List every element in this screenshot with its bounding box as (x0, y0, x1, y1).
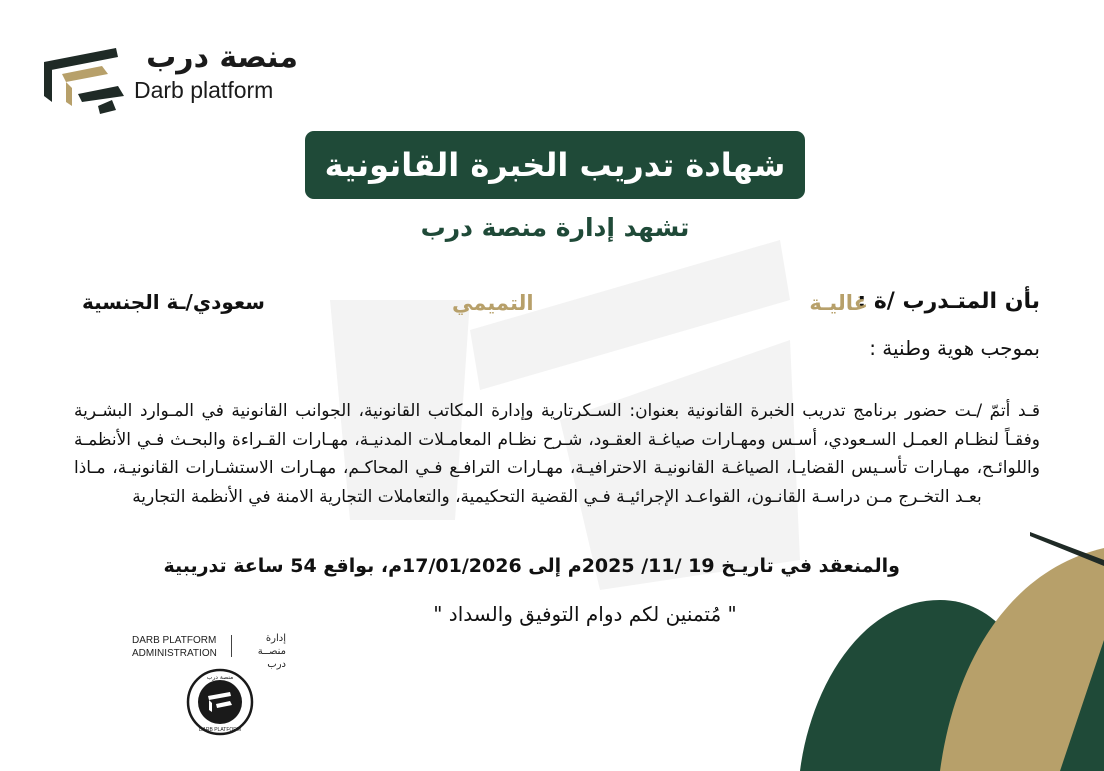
brand-logo-mark (38, 44, 130, 114)
certificate-subtitle: تشهد إدارة منصة درب (420, 213, 690, 242)
stamp-arabic-text: منصة درب (206, 674, 234, 681)
certificate-title-badge (305, 131, 805, 199)
trainee-first-name: غاليـة (809, 291, 868, 315)
closing-wishes: " مُتمنين لكم دوام التوفيق والسداد " (433, 602, 737, 626)
brand-name-english: Darb platform (134, 77, 274, 103)
official-stamp (186, 668, 254, 736)
program-dates: والمنعقد في تاريـخ 19 /11/ 2025م إلى 17/01/2026م، بواقع 54 ساعة تدريبية (163, 555, 900, 577)
accent-line (1030, 532, 1104, 566)
trainee-nationality: سعودي/ـة الجنسية (82, 290, 265, 314)
certificate-title: شهادة تدريب الخبرة القانونية (324, 146, 786, 184)
stamp-english-text: DARB PLATFORM (198, 727, 242, 733)
trainee-label: بأن المتـدرب /ة : (857, 289, 1040, 314)
program-description: قـد أتمّ /ـت حضور برنامج تدريب الخبرة القانونية بعنوان: السـكرتارية وإدارة المكاتب القانونية، الجوانب القانونية في المـوارد البشـرية وفقـاً لنظـام العمـل السـعودي، أسـس ومهـارات صياغـة العقـود، شـرح نظـام المعامـلات المدنيـة، مهـارات القـراءة والبحـث فـي الأنظمـة واللوائـح، مهـارات تأسـيس القضايـا، الصياغـة القانونيـة الاحترافيـة، مهـارات الترافـع فـي المحاكـم، مهـارات الاستشـارات القانونيـة، مـاذا بعـد التخـرج مـن دراسـة القانـون، القواعـد الإجرائيـة فـي القضية التحكيمية، والتعاملات التجارية الامنة في الأنظمة التجارية (74, 401, 1040, 507)
admin-divider (231, 635, 232, 657)
trainee-last-name: التميمي (452, 291, 534, 315)
admin-label-arabic: إدارة منصــة درب (257, 633, 286, 670)
national-id-line: بموجب هوية وطنية : (869, 336, 1040, 360)
brand-name-arabic: منصة درب (146, 40, 298, 75)
admin-label-english: DARB PLATFORM ADMINISTRATION (132, 635, 217, 659)
